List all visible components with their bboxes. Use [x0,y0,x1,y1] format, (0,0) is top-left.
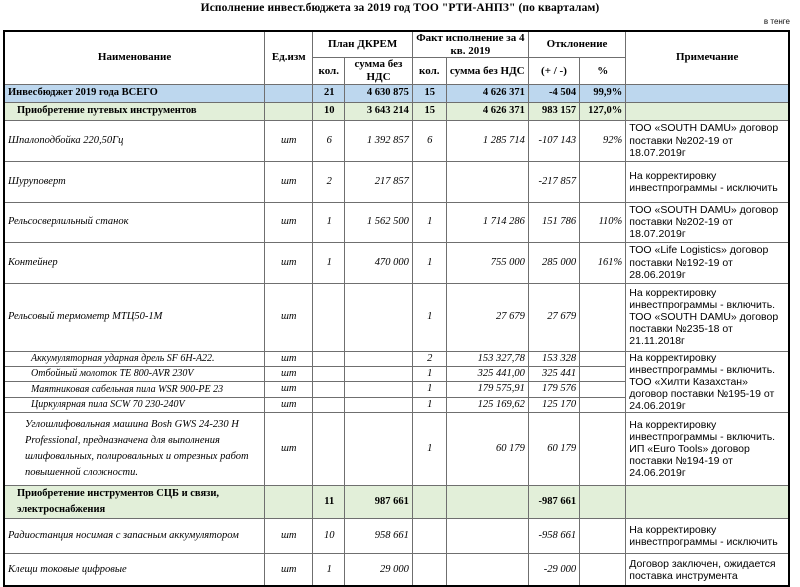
row-plan-sum: 1 562 500 [345,202,413,242]
row-fact-qty: 2 [412,351,446,366]
row-dev-abs: 285 000 [528,242,579,283]
row-unit: шт [265,120,313,161]
row-dev-pct [580,351,626,366]
row-plan-qty: 2 [313,161,345,202]
row-fact-sum: 1 285 714 [446,120,528,161]
row-dev-abs: -4 504 [528,84,579,102]
row-plan-qty: 10 [313,102,345,120]
row-name: Приобретение инструментов СЦБ и связи, электроснабжения [4,485,265,519]
row-plan-sum [345,366,413,381]
row-dev-abs: -958 661 [528,519,579,554]
row-name: Рельсосверлильный станок [4,202,265,242]
row-unit: шт [265,519,313,554]
row-note: На корректировку инвестпрограммы - исключить [626,519,789,554]
row-plan-qty [313,283,345,351]
table-row[interactable] [4,519,789,554]
row-dev-abs: -29 000 [528,554,579,586]
row-fact-sum: 1 714 286 [446,202,528,242]
row-name: Приобретение путевых инструментов [4,102,265,120]
row-note: ТОО «SOUTH DAMU» договор поставки №202-19 от 18.07.2019г [626,120,789,161]
row-dev-abs: -107 143 [528,120,579,161]
currency-note-row [0,16,800,30]
row-name: Аккумуляторная ударная дрель SF 6H-A22. [4,351,265,366]
row-dev-pct [580,397,626,412]
row-fact-qty [412,485,446,519]
row-plan-qty [313,366,345,381]
table-row[interactable] [4,283,789,351]
row-note: На корректировку инвестпрограммы - включить. ТОО «SOUTH DAMU» договор поставки №235-18 от 21.11.2018г [626,283,789,351]
row-plan-sum: 217 857 [345,161,413,202]
row-dev-abs: 125 170 [528,397,579,412]
row-plan-qty: 21 [313,84,345,102]
row-dev-abs: 153 328 [528,351,579,366]
col-header-plan-qty: кол. [313,58,345,84]
row-plan-qty [313,351,345,366]
row-fact-qty: 1 [412,242,446,283]
row-fact-qty: 1 [412,366,446,381]
table-row[interactable] [4,202,789,242]
row-dev-abs: -987 661 [528,485,579,519]
row-name: Радиостанция носимая с запасным аккумулятором [4,519,265,554]
row-name: Контейнер [4,242,265,283]
row-fact-sum: 179 575,91 [446,382,528,397]
row-unit: шт [265,554,313,586]
row-plan-qty: 10 [313,519,345,554]
row-plan-sum: 987 661 [345,485,413,519]
row-note: ТОО «SOUTH DAMU» договор поставки №202-19 от 18.07.2019г [626,202,789,242]
row-dev-abs: 60 179 [528,412,579,485]
row-plan-qty [313,412,345,485]
row-note-merged-hilti: На корректировку инвестпрограммы - включить. ТОО «Хилти Казахстан» договор поставки №195-19 от 24.06.2019г [626,351,789,412]
row-note: Договор заключен, ожидается поставка инструмента [626,554,789,586]
row-unit: шт [265,412,313,485]
row-name: Шпалоподбойка 220,50Гц [4,120,265,161]
row-fact-sum [446,485,528,519]
row-dev-abs: 27 679 [528,283,579,351]
row-fact-qty: 15 [412,102,446,120]
row-dev-pct [580,554,626,586]
table-row[interactable] [4,485,789,519]
table-body [4,84,789,586]
row-dev-pct: 92% [580,120,626,161]
row-plan-sum [345,382,413,397]
row-note: ТОО «Life Logistics» договор поставки №192-19 от 28.06.2019г [626,242,789,283]
col-header-fact-qty: кол. [412,58,446,84]
row-fact-sum: 4 626 371 [446,102,528,120]
row-plan-sum [345,412,413,485]
row-plan-sum: 29 000 [345,554,413,586]
row-name: Клещи токовые цифровые [4,554,265,586]
page-title: Исполнение инвест.бюджета за 2019 год ТОО "РТИ-АНПЗ" (по кварталам) [200,2,600,14]
row-unit: шт [265,351,313,366]
table-row[interactable] [4,554,789,586]
table-row[interactable] [4,84,789,102]
row-unit: шт [265,382,313,397]
row-fact-sum [446,161,528,202]
row-plan-qty: 1 [313,242,345,283]
header-row-groups [4,31,789,58]
col-header-dev-abs: (+ / -) [528,58,579,84]
budget-table [3,30,790,587]
row-plan-sum: 958 661 [345,519,413,554]
row-plan-qty [313,397,345,412]
row-plan-qty: 6 [313,120,345,161]
row-fact-sum: 4 626 371 [446,84,528,102]
row-name: Углошлифовальная машина Bosh GWS 24-230 H Professional, предназначена для выполнения шлифовальных, полировальных и отрезных работ повышенной сложности. [4,412,265,485]
row-note [626,84,789,102]
row-dev-pct [580,161,626,202]
row-name: Циркулярная пила SCW 70 230-240V [4,397,265,412]
row-fact-qty [412,161,446,202]
row-fact-qty [412,519,446,554]
row-plan-sum [345,397,413,412]
row-fact-sum: 27 679 [446,283,528,351]
row-fact-sum: 755 000 [446,242,528,283]
table-header [4,31,789,84]
row-dev-pct: 99,9% [580,84,626,102]
row-fact-qty: 1 [412,412,446,485]
col-header-dev-pct: % [580,58,626,84]
row-dev-pct [580,366,626,381]
row-fact-sum: 153 327,78 [446,351,528,366]
row-name: Рельсовый термометр МТЦ50-1М [4,283,265,351]
row-fact-qty: 6 [412,120,446,161]
row-plan-qty [313,382,345,397]
col-header-note: Примечание [626,31,789,84]
row-plan-sum: 1 392 857 [345,120,413,161]
table-row[interactable] [4,351,789,366]
col-header-name: Наименование [4,31,265,84]
row-name: Маятниковая сабельная пила WSR 900-PE 23 [4,382,265,397]
table-row[interactable] [4,161,789,202]
row-fact-sum: 325 441,00 [446,366,528,381]
col-header-fact-group: Факт исполнение за 4 кв. 2019 [412,31,528,58]
row-unit: шт [265,366,313,381]
row-fact-sum [446,519,528,554]
row-plan-qty: 1 [313,202,345,242]
row-unit: шт [265,242,313,283]
row-plan-sum: 3 643 214 [345,102,413,120]
row-note: На корректировку инвестпрограммы - включить. ИП «Euro Tools» договор поставки №194-19 от 24.06.2019г [626,412,789,485]
row-name: Шуруповерт [4,161,265,202]
row-plan-qty: 11 [313,485,345,519]
row-fact-sum [446,554,528,586]
row-unit [265,84,313,102]
row-plan-qty: 1 [313,554,345,586]
table-row[interactable] [4,120,789,161]
table-row[interactable] [4,412,789,485]
currency-note: в тенге [763,17,790,26]
col-header-deviation-group: Отклонение [528,31,625,58]
row-fact-sum: 60 179 [446,412,528,485]
row-note [626,102,789,120]
row-dev-pct [580,519,626,554]
row-name: Инвесбюджет 2019 года ВСЕГО [4,84,265,102]
row-unit: шт [265,397,313,412]
row-fact-qty: 1 [412,283,446,351]
row-dev-pct [580,283,626,351]
row-plan-sum [345,351,413,366]
table-row[interactable] [4,102,789,120]
col-header-fact-sum: сумма без НДС [446,58,528,84]
col-header-plan-sum: сумма без НДС [345,58,413,84]
row-note: На корректировку инвестпрограммы - исключить [626,161,789,202]
row-dev-pct: 110% [580,202,626,242]
row-unit: шт [265,283,313,351]
row-dev-abs: 983 157 [528,102,579,120]
row-unit [265,485,313,519]
row-unit [265,102,313,120]
row-plan-sum [345,283,413,351]
row-name: Отбойный молоток TE 800-AVR 230V [4,366,265,381]
row-dev-pct: 127,0% [580,102,626,120]
row-unit: шт [265,202,313,242]
row-dev-pct: 161% [580,242,626,283]
row-plan-sum: 470 000 [345,242,413,283]
table-row[interactable] [4,242,789,283]
row-dev-abs: 325 441 [528,366,579,381]
col-header-unit: Ед.изм [265,31,313,84]
row-dev-abs: -217 857 [528,161,579,202]
row-fact-qty: 15 [412,84,446,102]
row-fact-sum: 125 169,62 [446,397,528,412]
row-dev-abs: 151 786 [528,202,579,242]
row-dev-pct [580,485,626,519]
row-plan-sum: 4 630 875 [345,84,413,102]
row-fact-qty: 1 [412,382,446,397]
row-note [626,485,789,519]
row-fact-qty: 1 [412,397,446,412]
col-header-plan-group: План ДКРЕМ [313,31,413,58]
row-fact-qty [412,554,446,586]
row-dev-pct [580,382,626,397]
row-dev-abs: 179 576 [528,382,579,397]
row-fact-qty: 1 [412,202,446,242]
row-unit: шт [265,161,313,202]
row-dev-pct [580,412,626,485]
